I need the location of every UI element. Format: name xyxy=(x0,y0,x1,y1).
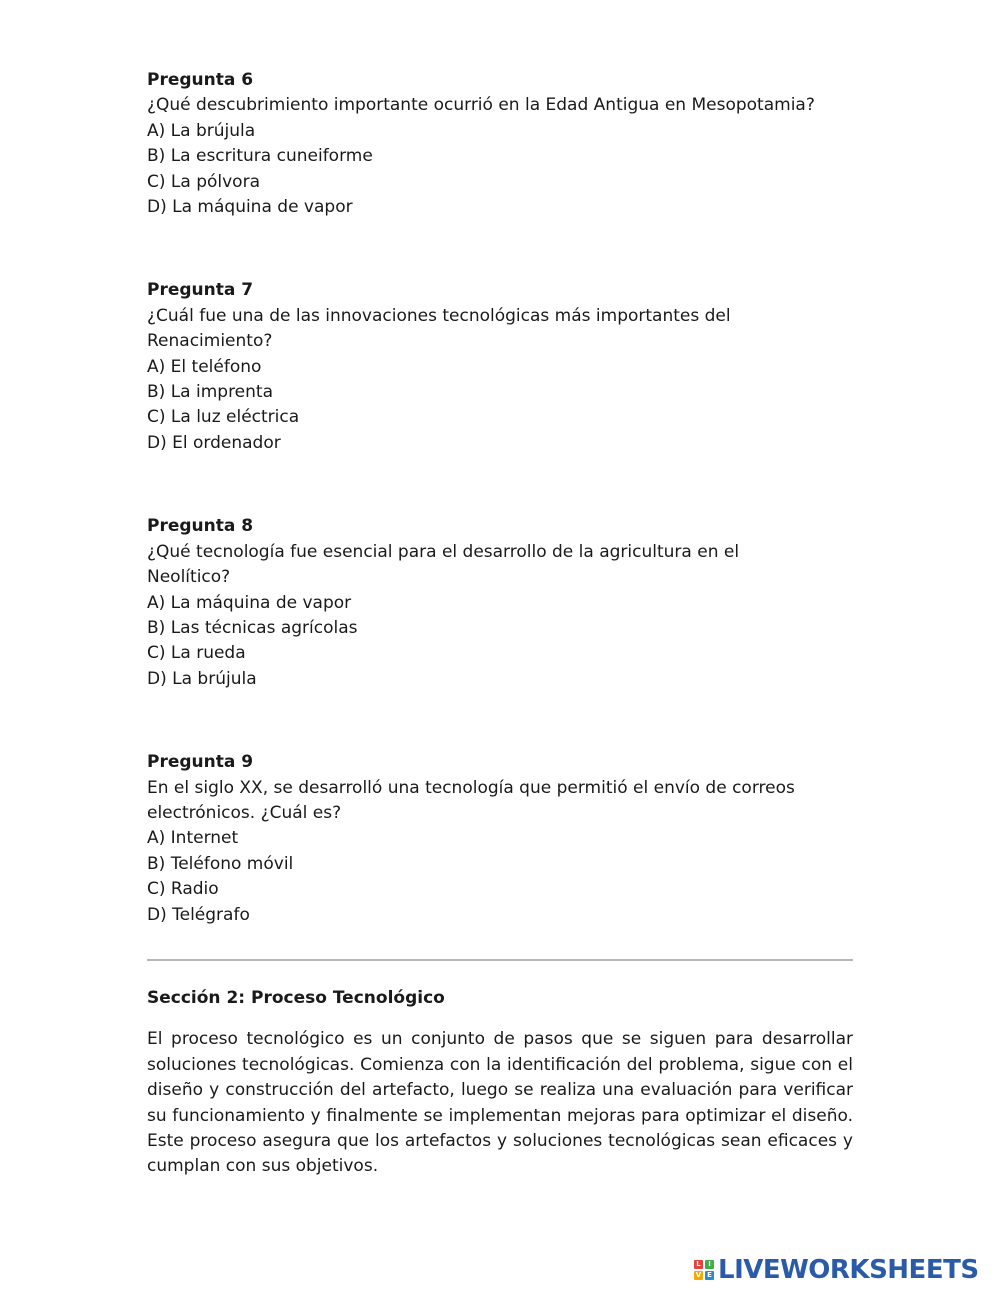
option-d: D) La máquina de vapor xyxy=(147,197,353,218)
option-d: D) La brújula xyxy=(147,668,257,689)
option-a: A) La máquina de vapor xyxy=(147,592,352,613)
option-d: D) Telégrafo xyxy=(147,904,250,925)
question-8 xyxy=(147,514,853,692)
logo-tiles-icon xyxy=(694,1260,714,1280)
question-title: Pregunta 8 xyxy=(147,516,254,537)
question-6 xyxy=(147,68,853,220)
option-c: C) La rueda xyxy=(147,643,246,664)
section-title: Sección 2: Proceso Tecnológico xyxy=(147,988,445,1008)
logo-tile: V xyxy=(695,1271,702,1279)
option-a: A) Internet xyxy=(147,828,239,849)
question-7 xyxy=(147,278,853,456)
section-2 xyxy=(147,986,853,1180)
logo-text: LIVEWORKSHEETS xyxy=(718,1255,979,1285)
logo-tile: E xyxy=(705,1271,714,1280)
liveworksheets-logo xyxy=(694,1254,979,1286)
question-title: Pregunta 9 xyxy=(147,752,254,773)
question-text: ¿Qué tecnología fue esencial para el desarrollo de la agricultura en el Neolítico? xyxy=(147,541,740,588)
option-b: B) Teléfono móvil xyxy=(147,853,294,874)
option-a: A) La brújula xyxy=(147,120,256,141)
section-body: El proceso tecnológico es un conjunto de pasos que se siguen para desarrollar soluciones tecnológicas. Comienza con la identificación del problema, sigue con el diseño y construcción del artefacto, luego se realiza una evaluación para verificar su funcionamiento y finalmente se implementan mejoras para optimizar el diseño. Este proceso asegura que los artefactos y soluciones tecnológicas sean eficaces y cumplan con sus objetivos. xyxy=(147,1029,853,1177)
question-title: Pregunta 7 xyxy=(147,280,254,301)
question-9 xyxy=(147,750,853,928)
logo-tile: L xyxy=(694,1260,703,1269)
question-title: Pregunta 6 xyxy=(147,70,254,90)
question-text: ¿Cuál fue una de las innovaciones tecnológicas más importantes del Renacimiento? xyxy=(147,305,731,352)
question-text: En el siglo XX, se desarrolló una tecnología que permitió el envío de correos electrónicos. ¿Cuál es? xyxy=(147,777,795,823)
question-text: ¿Qué descubrimiento importante ocurrió en la Edad Antigua en Mesopotamia? xyxy=(147,95,815,116)
option-d: D) El ordenador xyxy=(147,432,281,453)
option-c: C) La pólvora xyxy=(147,171,260,192)
logo-tile: I xyxy=(705,1260,714,1269)
option-b: B) Las técnicas agrícolas xyxy=(147,617,358,638)
option-b: B) La imprenta xyxy=(147,382,273,403)
option-c: C) Radio xyxy=(147,879,219,900)
option-c: C) La luz eléctrica xyxy=(147,407,300,428)
option-b: B) La escritura cuneiforme xyxy=(147,146,373,167)
question-list xyxy=(147,68,853,986)
section-divider xyxy=(147,959,853,961)
option-a: A) El teléfono xyxy=(147,356,262,377)
